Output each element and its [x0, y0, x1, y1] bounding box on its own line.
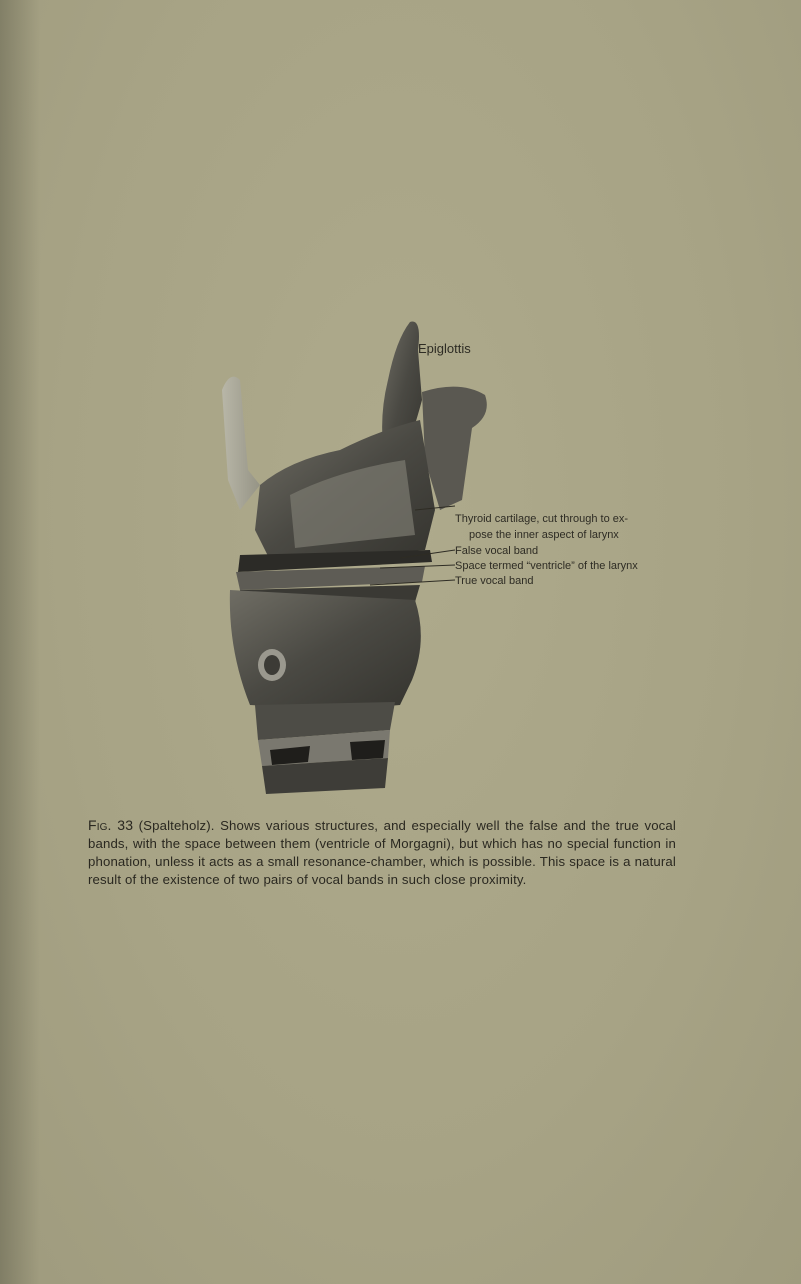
caption-text: (Spalteholz). Shows various structures, and especially well the false and the true vocal bands, with the space between them (ventricle of Morgagni), but which has no special function in phonation, unless it acts as a small resonance-chamber, which is possible. This space is a natural result of the existence of two pairs of vocal bands in such close proximity. — [88, 818, 676, 887]
label-thyroid-line1: Thyroid cartilage, cut through to ex- — [455, 513, 629, 525]
label-thyroid-cartilage — [455, 511, 695, 543]
label-epiglottis: Epiglottis — [418, 341, 471, 356]
page-edge-shadow — [0, 0, 40, 1284]
figure-caption — [88, 816, 676, 889]
label-thyroid-line2: pose the inner aspect of larynx — [469, 529, 619, 541]
label-true-vocal-band: True vocal band — [455, 575, 534, 587]
label-false-vocal-band: False vocal band — [455, 545, 539, 557]
figure-number: Fig. 33 — [88, 817, 134, 833]
label-ventricle-space: Space termed “ventricle” of the larynx — [455, 560, 638, 572]
